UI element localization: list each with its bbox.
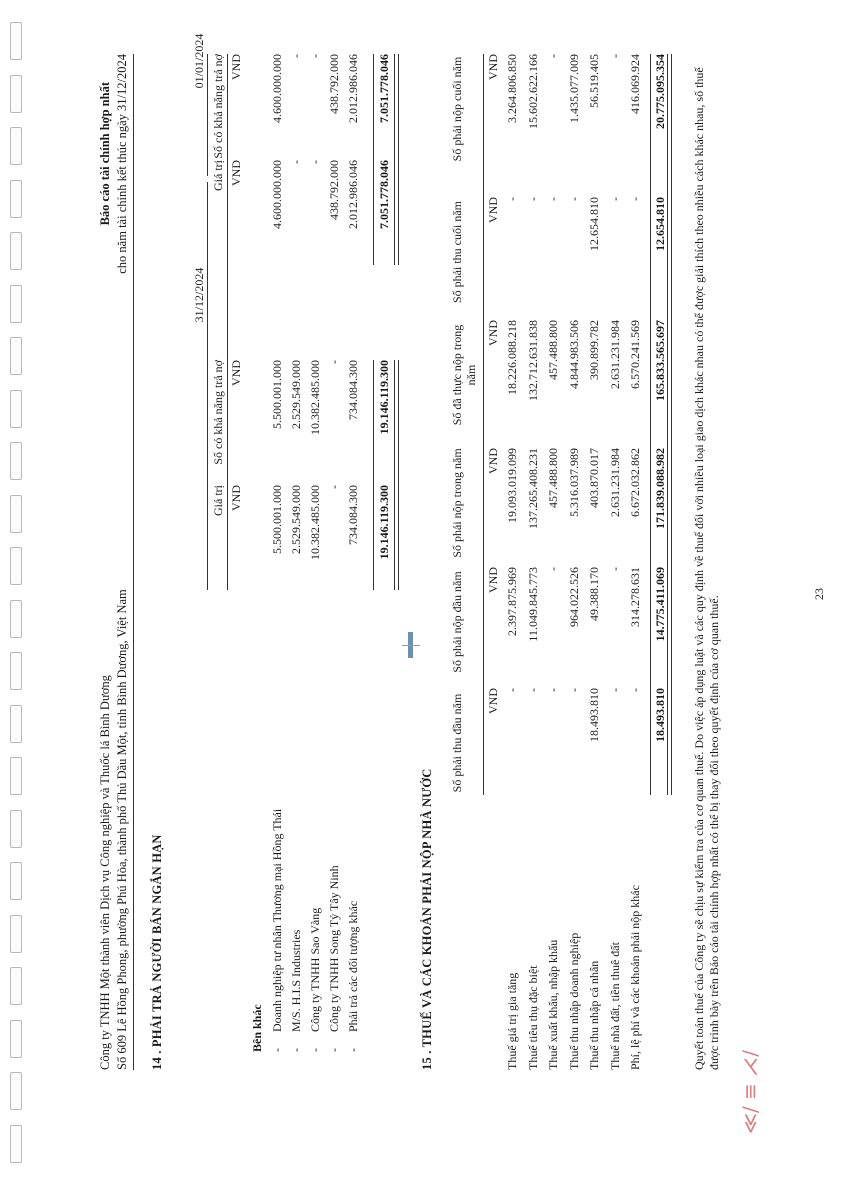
s15-row-cell: 15.602.622.166 [525, 54, 540, 129]
s15-row-label: Thuế thu nhập cá nhân [587, 960, 601, 1070]
s15-row-cell: 457.488.800 [546, 320, 560, 380]
s14-col-value-1: Giá trị [211, 485, 225, 516]
s15-row-label: Thuế giá trị gia tăng [505, 972, 519, 1070]
s15-row-cell: 12.654.810 [587, 197, 601, 251]
s15-unit-4: VND [486, 320, 500, 346]
s15-row-cell: - [546, 567, 560, 571]
s15-row-cell: 49.388.170 [587, 567, 601, 621]
s14-row-label: M/S. H.I.S Industries [289, 929, 303, 1032]
s14-row-label: Công ty TNHH Song Tỷ Tây Ninh [327, 865, 341, 1032]
s14-row-label: Công ty TNHH Sao Vàng [308, 907, 322, 1032]
s15-row-cell: 56.519.405 [587, 54, 601, 108]
s14-row-capacity-1: 10.382.485.000 [308, 360, 322, 435]
page-number: 23 [812, 588, 826, 600]
s15-header-6: Số phải nộp cuối năm [450, 56, 464, 162]
s15-row-cell: - [607, 54, 622, 58]
s14-col-capacity-2: Số có khả năng trả nợ [211, 54, 225, 159]
s15-row-label: Thuế tiêu thụ đặc biệt [525, 965, 540, 1070]
s15-row-cell: 2.631.231.984 [607, 320, 622, 389]
s14-date-1: 31/12/2024 [192, 267, 206, 323]
s14-row-value-2: 4.600.000.000 [270, 160, 284, 229]
s14-row-capacity-2: 2.012.986.046 [346, 54, 360, 123]
s15-unit-6: VND [486, 54, 500, 80]
s14-row-label: Doanh nghiệp tư nhân Thương mại Hồng Thái [270, 808, 284, 1032]
s15-row-cell: 6.570.241.569 [628, 320, 642, 389]
s15-row-cell: 457.488.800 [546, 448, 560, 508]
s14-row-value-2: 438.792.000 [327, 160, 341, 220]
s15-row-label: Thuế thu nhập doanh nghiệp [566, 932, 581, 1070]
s14-row-dash: - [346, 1048, 360, 1052]
s14-row-dash: - [327, 1048, 341, 1052]
s14-row-value-1: 734.084.300 [346, 485, 360, 545]
tax-note: Quyết toán thuế của Công ty sẽ chịu sự kiểm tra của cơ quan thuế. Do việc áp dụng luật và các quy định về thuế đối với nhiều loại giao dịch khác nhau có thể được giải thích theo nhiều cách khác nhau, số thuế được trình bày trên Báo cáo tài chính hợp nhất có thể bị thay đổi theo quyết định của cơ quan thuế. [692, 67, 721, 1070]
s14-row-value-2: 2.012.986.046 [346, 160, 360, 229]
s14-sub-rule [227, 54, 228, 590]
s15-header-5: Số phải thu cuối năm [450, 201, 464, 303]
s14-row-value-2: - [308, 160, 322, 164]
header-rule [133, 54, 134, 1070]
s15-row-cell: 5.316.037.989 [566, 448, 581, 517]
s15-row-cell: 18.493.810 [587, 688, 601, 742]
s14-row-value-1: - [327, 485, 341, 489]
s14-row-capacity-2: 4.600.000.000 [270, 54, 284, 123]
s15-row-cell: 1.435.077.009 [566, 54, 581, 123]
s15-row-cell: 2.631.231.984 [607, 448, 622, 517]
s14-unit-4: VND [229, 54, 243, 80]
s14-row-dash: - [270, 1048, 284, 1052]
s14-total-bottom-rule-2 [394, 54, 399, 265]
s15-row-cell: - [546, 54, 560, 58]
s15-total-cell: 20.775.095.354 [653, 54, 667, 129]
section-15-title: 15 . THUẾ VÀ CÁC KHOẢN PHẢI NỘP NHÀ NƯỚC [420, 768, 434, 1070]
s15-total-cell: 171.839.088.982 [653, 448, 667, 529]
s14-date-2: 01/01/2024 [192, 33, 206, 89]
s15-row-cell: 6.672.032.862 [628, 448, 642, 517]
s14-row-value-1: 5.500.001.000 [270, 485, 284, 554]
s15-row-cell: 403.870.017 [587, 448, 601, 508]
s14-total-bottom-rule-1 [394, 360, 399, 590]
s14-row-capacity-1: 2.529.549.000 [289, 360, 303, 429]
s15-row-cell: 137.265.408.231 [525, 448, 540, 529]
s14-total-v2: 7.051.778.046 [377, 160, 391, 229]
s15-unit-3: VND [486, 448, 500, 474]
s15-header-1: Số phải thu đầu năm [450, 693, 464, 793]
s15-row-cell: - [628, 197, 642, 201]
s15-row-cell: 18.226.088.218 [505, 320, 519, 395]
s15-row-label: Phí, lệ phí và các khoản phải nộp khác [628, 885, 642, 1070]
s15-row-cell: 132.712.631.838 [525, 320, 540, 401]
s14-col-value-2: Giá trị [211, 160, 225, 191]
s14-row-label: Phải trả các đối tượng khác [346, 900, 360, 1032]
s14-total-c2: 7.051.778.046 [377, 54, 391, 123]
s15-header-2: Số phải nộp đầu năm [450, 571, 464, 673]
s15-header-3: Số phải nộp trong năm [450, 448, 464, 558]
s14-row-value-2: - [289, 160, 303, 164]
section-14-title: 14 . PHẢI TRẢ NGƯỜI BÁN NGẮN HẠN [150, 834, 164, 1070]
s15-total-top-rule [650, 54, 651, 795]
s14-row-capacity-1: 5.500.001.000 [270, 360, 284, 429]
s15-row-cell: 2.397.875.969 [505, 567, 519, 636]
s14-row-capacity-1: - [327, 360, 341, 364]
s14-group-label: Bên khác [250, 1004, 264, 1052]
s14-total-v1: 19.146.119.300 [377, 485, 391, 560]
s15-header-4: Số đã thực nộp trong năm [450, 324, 478, 426]
s14-date-rule-1 [207, 182, 208, 590]
s15-row-cell: - [607, 688, 622, 692]
report-title: Báo cáo tài chính hợp nhất [98, 82, 112, 226]
s15-row-cell: - [525, 688, 540, 692]
s15-row-cell: 4.844.983.506 [566, 320, 581, 389]
s14-row-capacity-2: - [308, 54, 322, 58]
company-name: Công ty TNHH Một thành viên Dịch vụ Công nghiệp và Thuốc lá Bình Dương [98, 675, 112, 1070]
s15-row-cell: 19.093.019.099 [505, 448, 519, 523]
s15-unit-5: VND [486, 197, 500, 223]
s15-unit-1: VND [486, 688, 500, 714]
s14-row-capacity-2: - [289, 54, 303, 58]
s15-total-cell: 165.833.565.697 [653, 320, 667, 401]
s15-row-cell: - [546, 197, 560, 201]
report-period: cho năm tài chính kết thúc ngày 31/12/2024 [115, 54, 129, 274]
s15-row-cell: - [607, 567, 622, 571]
s14-total-top-rule-2 [373, 54, 374, 265]
s15-row-label: Thuế xuất khẩu, nhập khẩu [546, 939, 560, 1070]
s15-row-label: Thuế nhà đất, tiền thuê đất [607, 942, 622, 1070]
s15-row-cell: - [546, 688, 560, 692]
s15-total-cell: 14.775.411.069 [653, 567, 667, 642]
s15-total-cell: 12.654.810 [653, 197, 667, 251]
s15-total-bottom-rule [667, 54, 672, 795]
s15-row-cell: - [566, 688, 581, 692]
s14-total-top-rule-1 [373, 360, 374, 590]
s14-date-rule-2 [207, 54, 208, 176]
s15-total-cell: 18.493.810 [653, 688, 667, 742]
s15-row-cell: - [628, 688, 642, 692]
s15-row-cell: - [525, 197, 540, 201]
s14-row-capacity-1: 734.084.300 [346, 360, 360, 420]
s15-unit-2: VND [486, 567, 500, 593]
s15-row-cell: 390.899.782 [587, 320, 601, 380]
s14-unit-3: VND [229, 160, 243, 186]
s14-total-c1: 19.146.119.300 [377, 360, 391, 435]
s15-row-cell: - [566, 197, 581, 201]
s14-row-dash: - [308, 1048, 322, 1052]
s15-row-cell: 416.069.924 [628, 54, 642, 114]
s15-header-rule [483, 54, 484, 795]
s14-unit-2: VND [229, 360, 243, 386]
s14-row-dash: - [289, 1048, 303, 1052]
handwritten-initials: ≪∕ ≡ ⋌∕ [737, 1050, 762, 1134]
s15-row-cell: - [505, 197, 519, 201]
s15-row-cell: 11.049.845.773 [525, 567, 540, 642]
s15-row-cell: 314.278.631 [628, 567, 642, 627]
s14-unit-1: VND [229, 485, 243, 511]
s15-row-cell: 964.022.526 [566, 567, 581, 627]
s15-row-cell: - [607, 197, 622, 201]
s14-col-capacity-1: Số có khả năng trả nợ [211, 360, 225, 465]
s14-row-value-1: 10.382.485.000 [308, 485, 322, 560]
s15-row-cell: 3.264.806.850 [505, 54, 519, 123]
company-address: Số 609 Lê Hồng Phong, phường Phú Hòa, thành phố Thủ Dầu Một, tỉnh Bình Dương, Việt Nam [115, 589, 129, 1070]
s15-row-cell: - [505, 688, 519, 692]
s14-row-value-1: 2.529.549.000 [289, 485, 303, 554]
s14-row-capacity-2: 438.792.000 [327, 54, 341, 114]
